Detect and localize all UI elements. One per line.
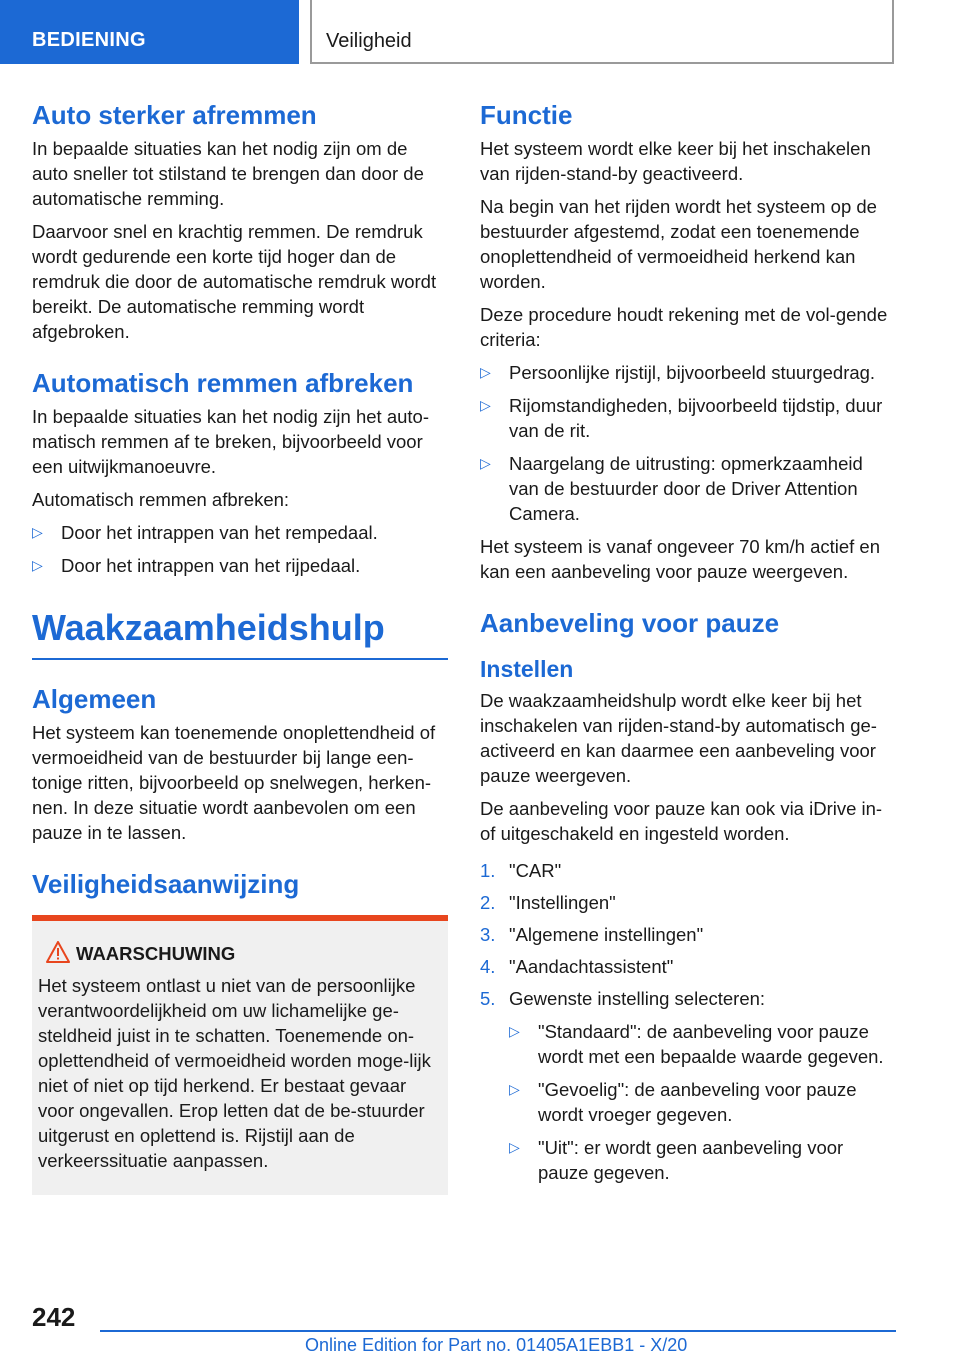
chapter-tab [310,0,894,64]
heading-divider [32,658,448,660]
triangle-bullet-icon: ▷ [509,1023,520,1039]
list-item: ▷ "Standaard": de aanbeveling voor pauze wordt met een bepaalde waarde gegeven. [509,1021,884,1067]
triangle-bullet-icon: ▷ [32,557,43,573]
step-item: 3. "Algemene instellingen" [480,924,704,945]
right-column [480,98,896,1193]
heading-auto-sterker-afremmen: Auto sterker afremmen [32,100,317,130]
left-column [32,98,448,1195]
footer-divider [100,1330,896,1332]
list-item: ▷ Naargelang de uitrusting: opmerkzaamheid van de bestuurder door de Driver Attention Camera. [480,453,863,524]
heading-functie: Functie [480,100,573,130]
heading-veiligheidsaanwijzing: Veiligheidsaanwijzing [32,869,300,899]
list-item: ▷ Door het intrappen van het rijpedaal. [32,555,361,576]
step-item: 2. "Instellingen" [480,892,616,913]
triangle-bullet-icon: ▷ [480,364,491,380]
heading-instellen: Instellen [480,656,574,682]
paragraph: De aanbeveling voor pauze kan ook via iDrive in-of uitgeschakeld en ingesteld worden. [480,798,883,844]
sub-bullet-list [509,1019,896,1185]
heading-waakzaamheidshulp: Waakzaamheidshulp [32,607,385,648]
paragraph: De waakzaamheidshulp wordt elke keer bij het inschakelen van rijden-stand-by automatisch ge-activeerd en kan daarmee een aanbeveling voor pauze weergeven. [480,690,877,786]
step-item: 5. Gewenste instelling selecteren: ▷ "Standaard": de aanbeveling voor pauze wordt met een bepaalde waarde gegeven. ▷ "Gevoelig": de aanbeveling voor pauze wordt vroeger gegeven. ▷ "Uit": er wordt geen aanbeveling voor pauze gegeven. [480,986,896,1185]
paragraph: Daarvoor snel en krachtig remmen. De remdruk wordt gedurende een korte tijd hoger dan de remdruk die door de automatische remdruk wordt bereikt. De automatische remming wordt afgebroken. [32,221,437,342]
bullet-list [32,520,448,578]
chapter-title: Veiligheid [326,30,412,52]
triangle-bullet-icon: ▷ [480,455,491,471]
list-item: ▷ Persoonlijke rijstijl, bijvoorbeeld stuurgedrag. [480,362,876,383]
footer-edition: Online Edition for Part no. 01405A1EBB1 - X/20 [305,1335,688,1355]
paragraph: In bepaalde situaties kan het nodig zijn om de auto sneller tot stilstand te brengen dan door de automatische remming. [32,138,424,209]
warning-box [32,915,448,1195]
heading-algemeen: Algemeen [32,684,157,714]
paragraph: Het systeem wordt elke keer bij het inschakelen van rijden-stand-by geactiveerd. [480,138,871,184]
section-tab [0,0,299,64]
warning-title: WAARSCHUWING [76,943,236,964]
list-item: ▷ "Gevoelig": de aanbeveling voor pauze wordt vroeger gegeven. [509,1079,857,1125]
paragraph: In bepaalde situaties kan het nodig zijn het auto-matisch remmen af te breken, bijvoorbeeld voor een uitwijkmanoeuvre. [32,406,430,477]
list-item: ▷ Door het intrappen van het rempedaal. [32,522,378,543]
warning-triangle-icon [46,941,70,963]
list-item: ▷ "Uit": er wordt geen aanbeveling voor pauze gegeven. [509,1137,844,1183]
steps-list [480,858,896,1185]
triangle-bullet-icon: ▷ [480,397,491,413]
triangle-bullet-icon: ▷ [509,1081,520,1097]
triangle-bullet-icon: ▷ [32,524,43,540]
section-title: BEDIENING [32,29,146,51]
paragraph: Deze procedure houdt rekening met de vol-gende criteria: [480,304,888,350]
step-item: 4. "Aandachtassistent" [480,956,674,977]
warning-header [38,941,440,967]
heading-automatisch-remmen-afbreken: Automatisch remmen afbreken [32,368,414,398]
paragraph: Het systeem kan toenemende onoplettendheid of vermoeidheid van de bestuurder bij lange een-tonige ritten, bijvoorbeeld op snelwegen, herken-nen. In deze situatie wordt aanbevolen om een pauze in te lassen. [32,722,436,843]
list-item: ▷ Rijomstandigheden, bijvoorbeeld tijdstip, duur van de rit. [480,395,883,441]
step-item: 1. "CAR" [480,860,562,881]
paragraph: Automatisch remmen afbreken: [32,489,290,510]
paragraph: Het systeem is vanaf ongeveer 70 km/h actief en kan een aanbeveling voor pauze weergeven. [480,536,881,582]
triangle-bullet-icon: ▷ [509,1139,520,1155]
paragraph: Na begin van het rijden wordt het systeem op de bestuurder afgestemd, zodat een toenemende onoplettendheid of vermoeidheid herkend kan worden. [480,196,877,292]
page-number: 242 [32,1302,76,1332]
heading-aanbeveling-voor-pauze: Aanbeveling voor pauze [480,608,780,638]
warning-text: Het systeem ontlast u niet van de persoonlijke verantwoordelijkheid om uw lichamelijke ge-steldheid juist in te schatten. Toenemende on-oplettendheid of vermoeidheid worden moge-lijk niet of niet op tijd herkend. Er bestaat gevaar voor ongevallen. Erop letten dat de be-stuurder uitgerust en oplettend is. Rijstijl aan de verkeerssituatie aanpassen. [38,975,431,1171]
bullet-list [480,360,896,526]
